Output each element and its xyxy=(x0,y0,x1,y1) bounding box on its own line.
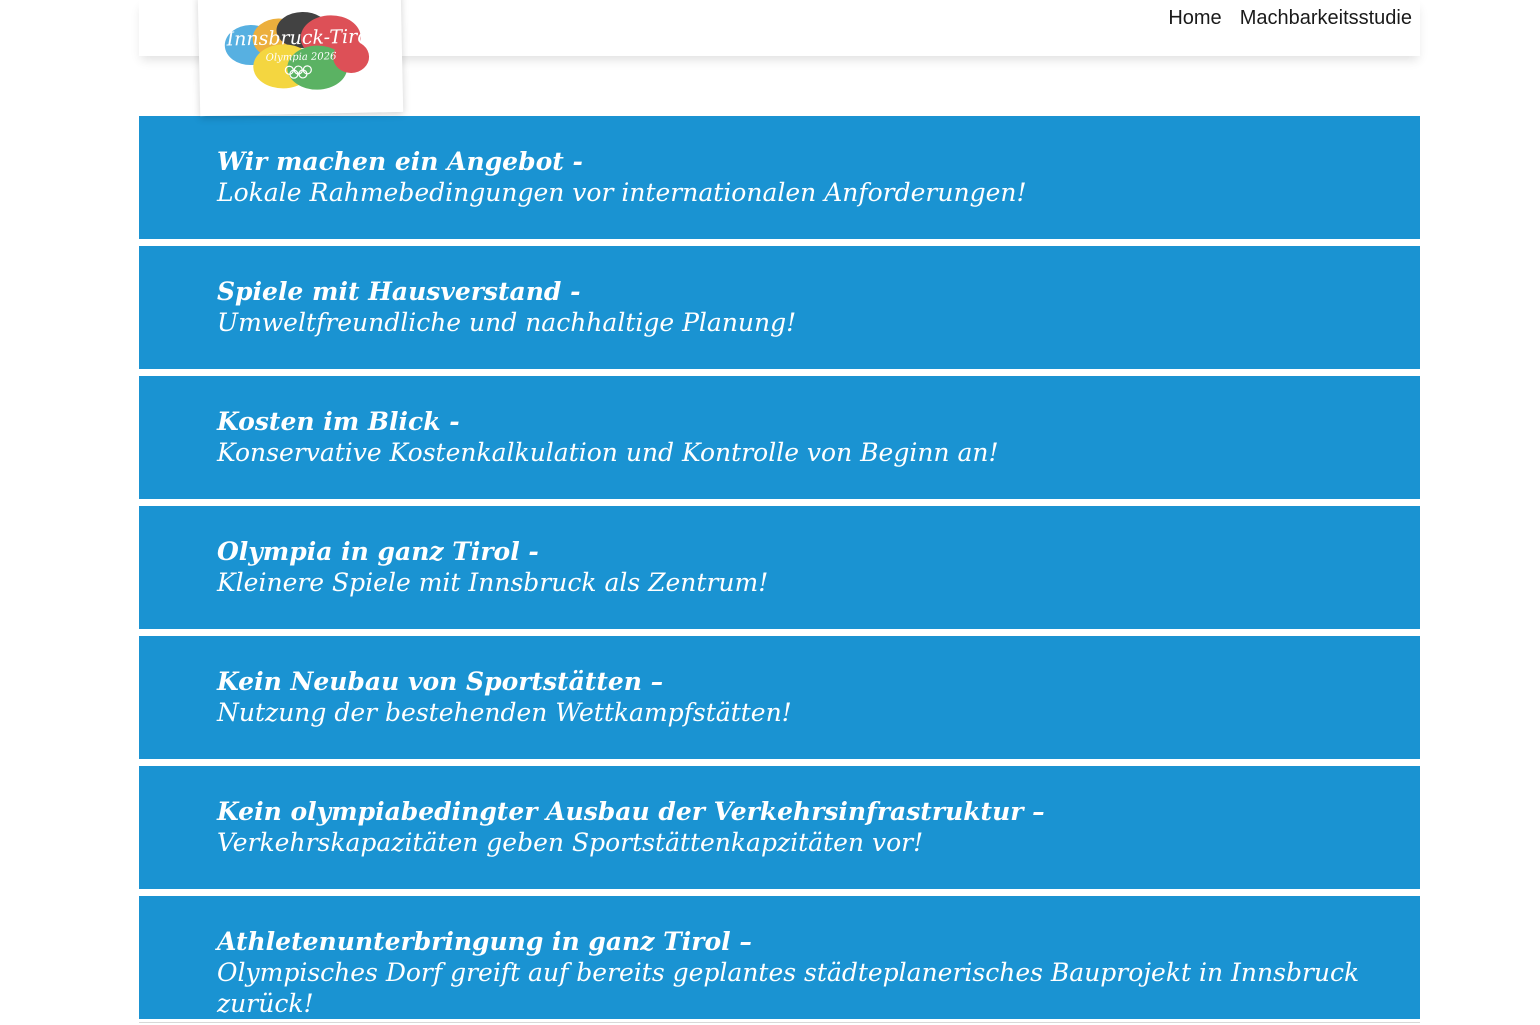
principle-title: Kosten im Blick - xyxy=(217,407,460,436)
principle-item[interactable] xyxy=(139,376,1420,499)
principle-text: Kleinere Spiele mit Innsbruck als Zentrum! xyxy=(217,568,769,597)
principle-title: Spiele mit Hausverstand - xyxy=(217,277,581,306)
principle-title: Athletenunterbringung in ganz Tirol – xyxy=(217,927,752,956)
principle-text: Lokale Rahmebedingungen vor internationalen Anforderungen! xyxy=(217,178,1027,207)
principle-item[interactable] xyxy=(139,896,1420,1019)
principle-title: Olympia in ganz Tirol - xyxy=(217,537,539,566)
principle-text: Umweltfreundliche und nachhaltige Planung! xyxy=(217,308,797,337)
principles-list xyxy=(139,116,1420,1025)
divider xyxy=(139,1022,1420,1023)
principle-item[interactable] xyxy=(139,116,1420,239)
principle-title: Wir machen ein Angebot - xyxy=(217,147,583,176)
principle-text: Olympisches Dorf greift auf bereits geplantes städteplanerisches Bauprojekt in Innsbruck zurück! xyxy=(217,958,1360,1018)
site-logo[interactable] xyxy=(198,0,403,116)
principle-item[interactable] xyxy=(139,506,1420,629)
logo-image xyxy=(220,6,382,99)
logo-title-text: Innsbruck-Tirol xyxy=(226,25,375,51)
principle-title: Kein Neubau von Sportstätten – xyxy=(217,667,664,696)
principle-text: Nutzung der bestehenden Wettkampfstätten! xyxy=(217,698,792,727)
principle-item[interactable] xyxy=(139,766,1420,889)
logo-subtitle-text: Olympia 2026 xyxy=(265,51,337,64)
main-nav xyxy=(1168,7,1412,30)
principle-text: Verkehrskapazitäten geben Sportstättenkapzitäten vor! xyxy=(217,828,924,857)
nav-machbarkeitsstudie-link[interactable]: Machbarkeitsstudie xyxy=(1239,7,1412,29)
principle-item[interactable] xyxy=(139,246,1420,369)
principle-text: Konservative Kostenkalkulation und Kontrolle von Beginn an! xyxy=(217,438,999,467)
principle-item[interactable] xyxy=(139,636,1420,759)
principle-title: Kein olympiabedingter Ausbau der Verkehrsinfrastruktur – xyxy=(217,797,1045,826)
nav-home-link[interactable]: Home xyxy=(1168,7,1222,29)
